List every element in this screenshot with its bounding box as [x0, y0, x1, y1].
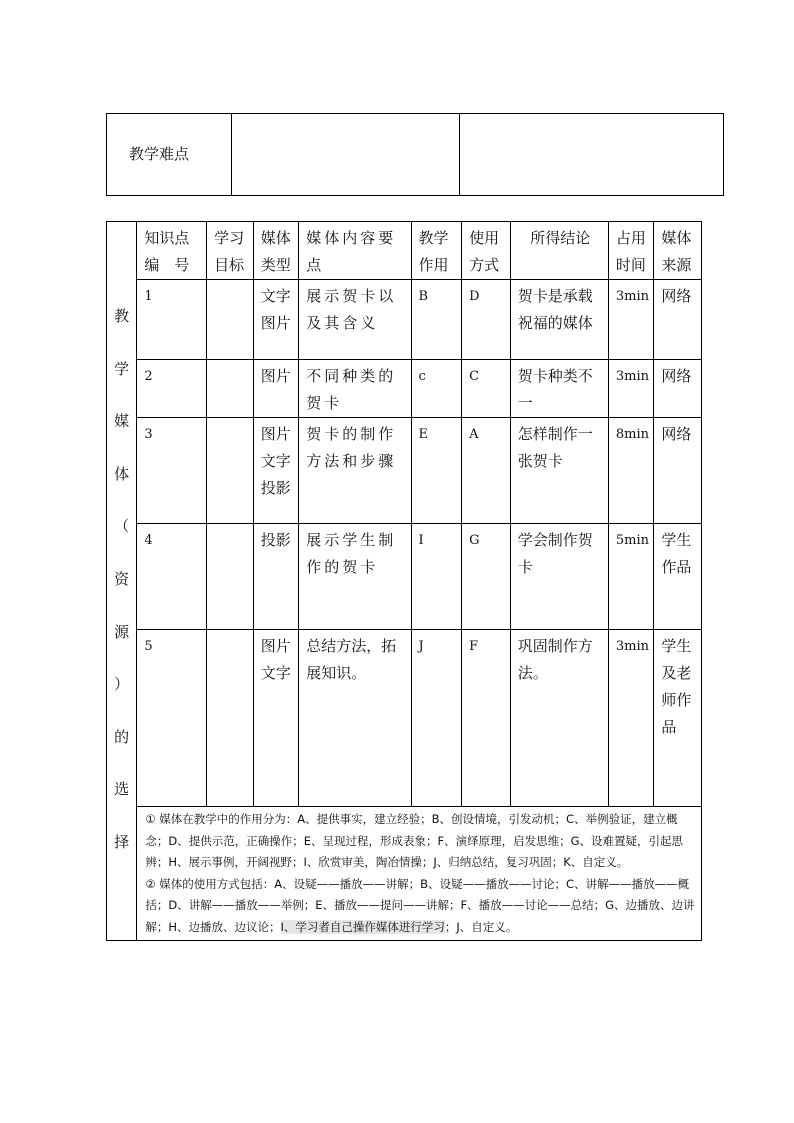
- row-role: E: [411, 418, 462, 524]
- row-usage: C: [462, 360, 511, 418]
- row-time: 3min: [608, 280, 654, 360]
- difficulty-label: 教学难点: [107, 114, 232, 196]
- row-media-type: 投影: [253, 524, 299, 630]
- table-row: [107, 524, 702, 630]
- row-usage: G: [462, 524, 511, 630]
- row-number: 3: [137, 418, 207, 524]
- table-row: [107, 360, 702, 418]
- header-knowledge: 知识点 编 号: [137, 222, 207, 280]
- row-goal: [207, 418, 254, 524]
- row-content: 不同种类的 贺卡: [299, 360, 411, 418]
- header-usage: 使用 方式: [462, 222, 511, 280]
- table-row: [107, 418, 702, 524]
- media-table: [106, 221, 702, 941]
- row-time: 8min: [608, 418, 654, 524]
- row-role: J: [411, 630, 462, 807]
- row-time: 5min: [608, 524, 654, 630]
- highlighted-text: I、学习者自己操作媒体进行学习: [280, 919, 445, 934]
- header-goal: 学习 目标: [207, 222, 254, 280]
- row-media-type: 文字 图片: [253, 280, 299, 360]
- row-source: 网络: [654, 360, 702, 418]
- notes-cell: [137, 807, 702, 941]
- row-role: c: [411, 360, 462, 418]
- row-role: I: [411, 524, 462, 630]
- row-conclusion: 学会制作贺 卡: [510, 524, 608, 630]
- header-content: 媒体内容要 点: [299, 222, 411, 280]
- row-usage: D: [462, 280, 511, 360]
- header-time: 占用 时间: [608, 222, 654, 280]
- note-usage-methods: ② 媒体的使用方式包括：A、设疑——播放——讲解；B、设疑——播放——讨论；C、讲解——播放——概括；D、讲解——播放——举例；E、播放——提问——讲解；F、播放——讨论——总结；G、边播放、边讲解；H、边播放、边议论；I、学习者自己操作媒体进行学习；J、自定义。: [145, 876, 695, 934]
- row-number: 1: [137, 280, 207, 360]
- row-media-type: 图片 文字: [253, 630, 299, 807]
- row-content: 贺卡的制作 方法和步骤: [299, 418, 411, 524]
- difficulty-content-cell: [232, 114, 460, 196]
- row-role: B: [411, 280, 462, 360]
- row-content: 总结方法，拓 展知识。: [299, 630, 411, 807]
- row-media-type: 图片 文字 投影: [253, 418, 299, 524]
- row-conclusion: 贺卡是承载 祝福的媒体: [510, 280, 608, 360]
- row-goal: [207, 360, 254, 418]
- row-usage: F: [462, 630, 511, 807]
- header-conclusion: 所得结论: [510, 222, 608, 280]
- row-media-type: 图片: [253, 360, 299, 418]
- row-source: 网络: [654, 280, 702, 360]
- header-media-type: 媒体 类型: [253, 222, 299, 280]
- row-content: 展示学生制 作的贺卡: [299, 524, 411, 630]
- row-time: 3min: [608, 360, 654, 418]
- row-conclusion: 巩固制作方 法。: [510, 630, 608, 807]
- row-source: 学生 作品: [654, 524, 702, 630]
- row-time: 3min: [608, 630, 654, 807]
- row-number: 2: [137, 360, 207, 418]
- side-label: 教 学 媒 体 （ 资 源 ） 的 选 择: [107, 222, 137, 941]
- notes-row: [107, 807, 702, 941]
- row-number: 5: [137, 630, 207, 807]
- row-goal: [207, 630, 254, 807]
- row-conclusion: 贺卡种类不 一: [510, 360, 608, 418]
- row-number: 4: [137, 524, 207, 630]
- row-content: 展示贺卡以 及其含义: [299, 280, 411, 360]
- row-usage: A: [462, 418, 511, 524]
- row-goal: [207, 280, 254, 360]
- table-row: [107, 630, 702, 807]
- header-row: [107, 222, 702, 280]
- difficulty-extra-cell: [460, 114, 724, 196]
- table-row: [107, 280, 702, 360]
- header-source: 媒体 来源: [654, 222, 702, 280]
- difficulty-table: [106, 113, 724, 196]
- row-goal: [207, 524, 254, 630]
- note-media-roles: ① 媒体在教学中的作用分为：A、提供事实，建立经验；B、创设情境，引发动机；C、举例验证，建立概念；D、提供示范，正确操作；E、呈现过程，形成表象；F、演绎原理，启发思维；G、设难置疑，引起思辨；H、展示事例，开阔视野；I、欣赏审美，陶冶情操；J、归纳总结，复习巩固；K、自定义。: [145, 812, 683, 869]
- header-teaching-role: 教学 作用: [411, 222, 462, 280]
- row-source: 学生 及老 师作 品: [654, 630, 702, 807]
- row-source: 网络: [654, 418, 702, 524]
- row-conclusion: 怎样制作一 张贺卡: [510, 418, 608, 524]
